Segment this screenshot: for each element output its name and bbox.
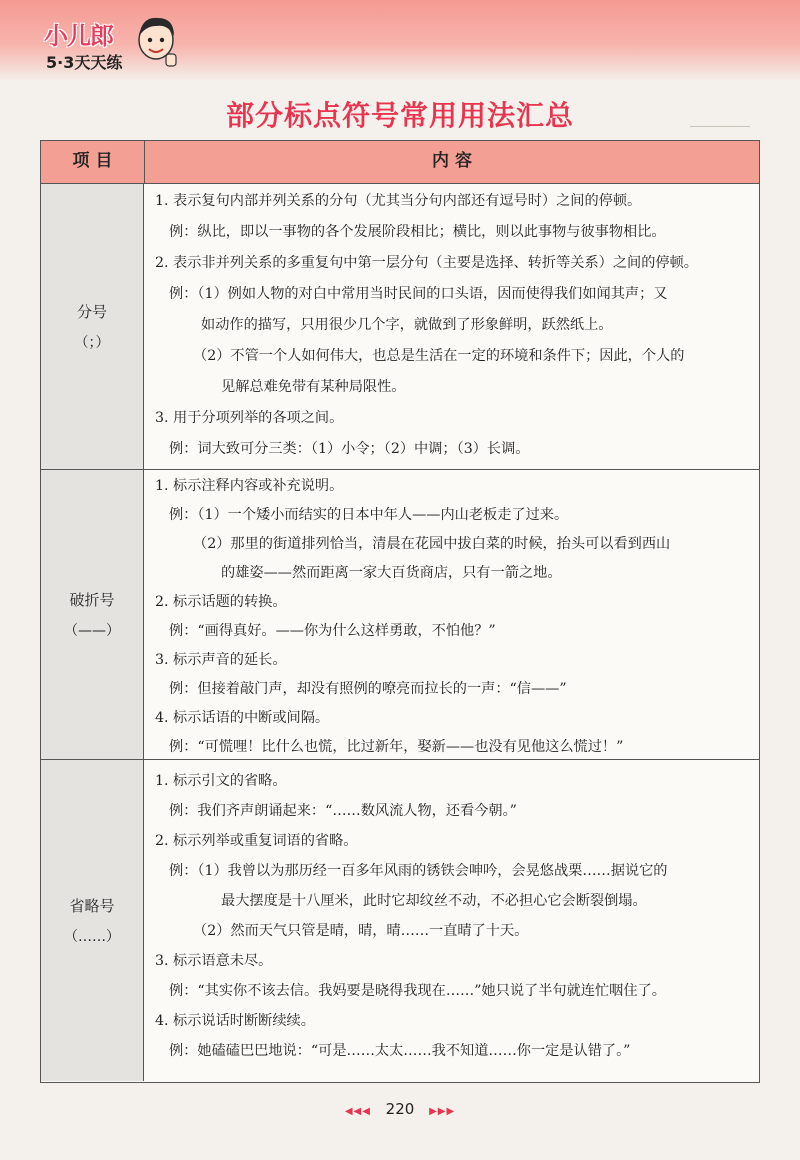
item-name: 省略号 <box>69 897 115 915</box>
punctuation-table <box>40 140 760 1083</box>
example-line: 例：“其实你不该去信。我妈要是晓得我现在……”她只说了半句就连忙咽住了。 <box>169 983 666 999</box>
usage-line: 3. 标示语意未尽。 <box>155 953 273 969</box>
usage-line: 1. 表示复句内部并列关系的分句（尤其当分句内部还有逗号时）之间的停顿。 <box>155 193 642 209</box>
usage-line: 3. 用于分项列举的各项之间。 <box>155 410 344 426</box>
example-line: 见解总难免带有某种局限性。 <box>221 379 406 395</box>
column-header-item: 项 目 <box>41 141 145 183</box>
example-line: （2）不管一个人如何伟大，也总是生活在一定的环境和条件下；因此，个人的 <box>193 348 685 364</box>
table-row <box>41 184 759 469</box>
item-name: 破折号 <box>69 591 115 609</box>
example-line: （2）然而天气只管是晴，晴，晴……一直晴了十天。 <box>193 923 529 939</box>
example-line: 例：“画得真好。——你为什么这样勇敢，不怕他？” <box>169 623 496 639</box>
example-line: （2）那里的街道排列恰当，清晨在花园中拔白菜的时候，抬头可以看到西山 <box>193 536 671 552</box>
example-line: 例：我们齐声朗诵起来：“……数风流人物，还看今朝。” <box>169 803 517 819</box>
usage-line: 4. 标示说话时断断续续。 <box>155 1013 315 1029</box>
example-line: 例：“可慌哩！比什么也慌，比过新年，娶新——也没有见他这么慌过！” <box>169 739 624 755</box>
example-line: 例：（1）我曾以为那历经一百多年风雨的锈铁会呻吟，会晃悠战栗……据说它的 <box>169 863 668 879</box>
item-symbol: （……） <box>64 929 120 945</box>
example-line: 例：（1）一个矮小而结实的日本中年人——内山老板走了过来。 <box>169 507 569 523</box>
example-line: 的雄姿——然而距离一家大百货商店，只有一箭之地。 <box>221 565 562 581</box>
usage-line: 1. 标示注释内容或补充说明。 <box>155 478 344 494</box>
usage-line: 1. 标示引文的省略。 <box>155 773 287 789</box>
item-cell <box>41 184 144 469</box>
table-header <box>41 141 759 184</box>
item-cell <box>41 470 144 759</box>
usage-line: 4. 标示话语的中断或间隔。 <box>155 710 330 726</box>
item-name: 分号 <box>76 303 107 321</box>
example-line: 例：词大致可分三类：（1）小令；（2）中调；（3）长调。 <box>169 441 530 457</box>
page-title: 部分标点符号常用用法汇总 <box>225 99 574 132</box>
item-symbol: （；） <box>74 335 110 351</box>
table-row <box>41 469 759 759</box>
page-number: 220 <box>385 1100 415 1118</box>
series-name: 5·3天天练 <box>46 53 123 72</box>
usage-line: 2. 标示话题的转换。 <box>155 594 287 610</box>
corner-mark <box>690 106 750 127</box>
mascot-icon <box>132 10 180 70</box>
series-logo <box>44 16 184 82</box>
left-arrows-icon: ◀◀◀ <box>344 1106 371 1117</box>
example-line: 如动作的描写，只用很少几个字，就做到了形象鲜明，跃然纸上。 <box>201 317 613 333</box>
example-line: 例：纵比，即以一事物的各个发展阶段相比；横比，则以此事物与彼事物相比。 <box>169 224 666 240</box>
usage-line: 3. 标示声音的延长。 <box>155 652 287 668</box>
column-header-content: 内 容 <box>432 151 472 171</box>
usage-line: 2. 标示列举或重复词语的省略。 <box>155 833 358 849</box>
example-line: 最大摆度是十八厘米，此时它却纹丝不动，不必担心它会断裂倒塌。 <box>221 893 647 909</box>
table-row <box>41 759 759 1081</box>
item-cell <box>41 760 144 1081</box>
right-arrows-icon: ▶▶▶ <box>429 1106 456 1117</box>
example-line: 例：（1）例如人物的对白中常用当时民间的口头语，因而使得我们如闻其声；又 <box>169 286 668 302</box>
page-footer <box>0 1100 800 1118</box>
item-symbol: （——） <box>64 623 120 639</box>
brand-name: 小儿郎 <box>44 22 113 50</box>
usage-line: 2. 表示非并列关系的多重复句中第一层分句（主要是选择、转折等关系）之间的停顿。 <box>155 255 698 271</box>
example-line: 例：她磕磕巴巴地说：“可是……太太……我不知道……你一定是认错了。” <box>169 1043 631 1059</box>
example-line: 例：但接着敲门声，却没有照例的嘹亮而拉长的一声：“信——” <box>169 681 567 697</box>
